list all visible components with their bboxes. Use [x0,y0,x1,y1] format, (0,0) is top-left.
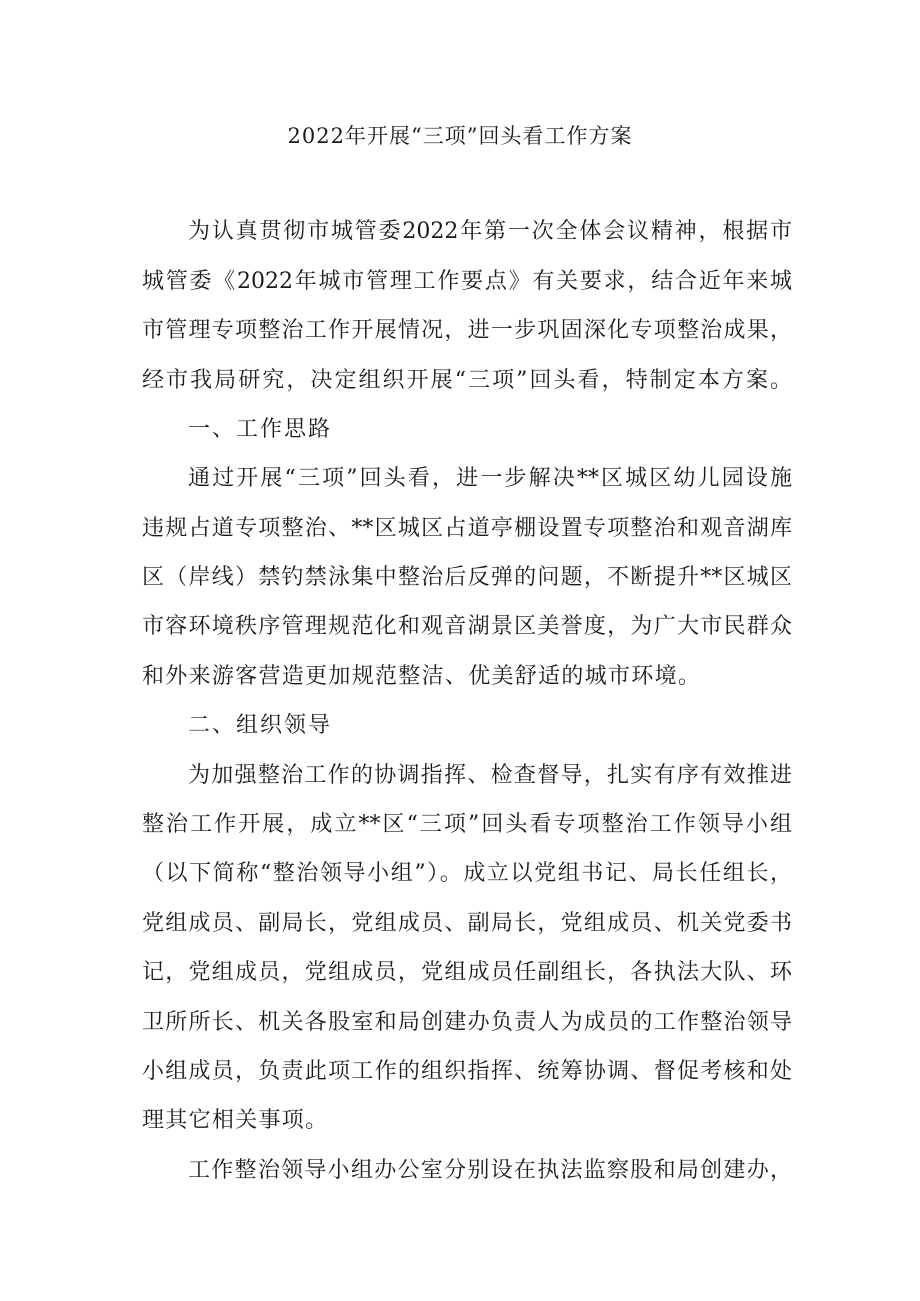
paragraph-office-line-1: 工作整治领导小组办公室分别设在执法监察股和局创建办， [188,1158,792,1183]
paragraph-approach-line-4: 市容环境秩序管理规范化和观音湖景区美誉度，为广大市民群众 [142,614,792,639]
paragraph-approach-line-3: 区（岸线）禁钓禁泳集中整治后反弹的问题，不断提升**区城区 [142,565,792,590]
paragraph-approach-line-1: 通过开展“三项”回头看，进一步解决**区城区幼儿园设施 [188,466,792,491]
paragraph-intro-line-4: 经市我局研究，决定组织开展“三项”回头看，特制定本方案。 [142,368,792,393]
paragraph-organization-line-6: 卫所所长、机关各股室和局创建办负责人为成员的工作整治领导 [142,1010,792,1035]
paragraph-organization-line-5: 记，党组成员，党组成员，党组成员任副组长，各执法大队、环 [142,960,792,985]
document-title: 2022年开展“三项”回头看工作方案 [287,124,633,148]
section-heading-work-approach: 一、工作思路 [188,417,333,442]
paragraph-organization-line-3: （以下简称“整治领导小组”）。成立以党组书记、局长任组长， [142,861,792,886]
paragraph-approach-line-5: 和外来游客营造更加规范整洁、优美舒适的城市环境。 [142,664,702,689]
paragraph-organization-line-2: 整治工作开展，成立**区“三项”回头看专项整治工作领导小组 [142,812,792,837]
paragraph-intro-line-2: 城管委《2022年城市管理工作要点》有关要求，结合近年来城 [142,269,792,294]
paragraph-approach-line-2: 违规占道专项整治、**区城区占道亭棚设置专项整治和观音湖库 [142,516,792,541]
paragraph-intro-line-3: 市管理专项整治工作开展情况，进一步巩固深化专项整治成果， [142,318,792,343]
paragraph-organization-line-7: 小组成员，负责此项工作的组织指挥、统筹协调、督促考核和处 [142,1059,792,1084]
paragraph-intro-line-1: 为认真贯彻市城管委2022年第一次全体会议精神，根据市 [188,219,792,244]
paragraph-organization-line-8: 理其它相关事项。 [142,1108,329,1133]
paragraph-organization-line-4: 党组成员、副局长，党组成员、副局长，党组成员、机关党委书 [142,911,792,936]
paragraph-organization-line-1: 为加强整治工作的协调指挥、检查督导，扎实有序有效推进 [188,763,792,788]
section-heading-organization: 二、组织领导 [188,713,333,738]
